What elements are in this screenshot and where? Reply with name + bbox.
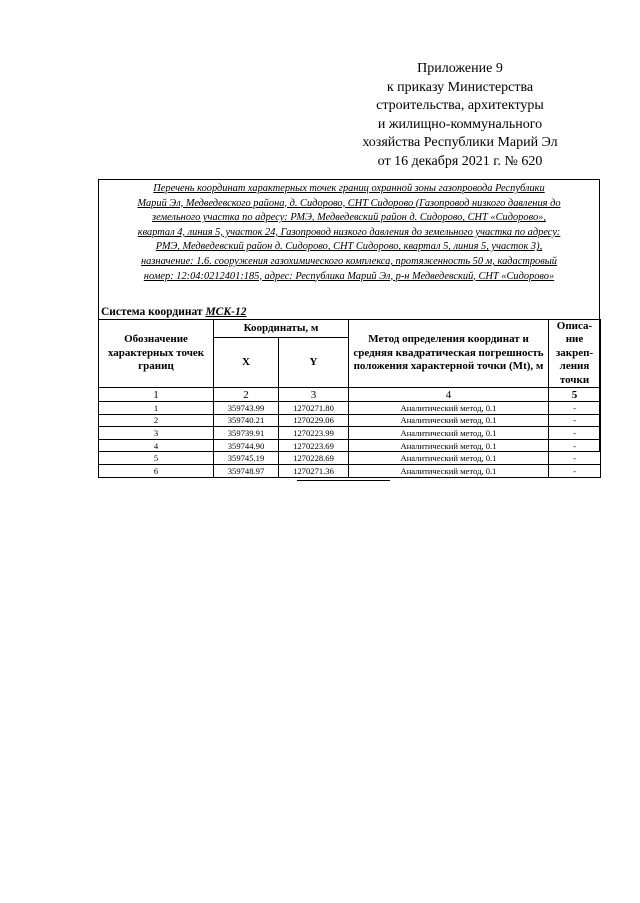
description: - bbox=[549, 414, 601, 427]
coordinate-system-label: Система координат bbox=[101, 306, 206, 318]
title-line: Марий Эл, Медведевского района, д. Сидорово, СНТ Сидорово (Газопровод низкого давления до bbox=[137, 197, 561, 209]
coord-x: 359740.21 bbox=[214, 414, 279, 427]
table-row bbox=[99, 427, 601, 440]
table-row bbox=[99, 402, 601, 415]
table-row bbox=[99, 439, 601, 452]
point-number: 3 bbox=[99, 427, 214, 440]
description: - bbox=[549, 465, 601, 478]
title-line: квартал 4, линия 5, участок 24, Газопровод низкого давления до земельного участка по адресу: bbox=[137, 226, 561, 238]
table-row bbox=[99, 465, 601, 478]
point-number: 4 bbox=[99, 439, 214, 452]
column-number-row bbox=[99, 388, 601, 402]
col-point-header: Обозначение характерных точек границ bbox=[99, 320, 214, 388]
method: Аналитический метод, 0.1 bbox=[349, 452, 549, 465]
col-desc-header: Описа-ние закреп-ления точки bbox=[549, 320, 601, 388]
coord-y: 1270228.69 bbox=[279, 452, 349, 465]
title-line: назначение: 1.6. сооружения газохимического комплекса, протяженность 50 м, кадастровый bbox=[141, 255, 557, 267]
coord-x: 359743.99 bbox=[214, 402, 279, 415]
column-number: 4 bbox=[349, 388, 549, 402]
appendix-line: от 16 декабря 2021 г. № 620 bbox=[377, 153, 543, 169]
coordinates-table bbox=[98, 319, 601, 478]
title-line: земельного участка по адресу: РМЭ, Медведевский район д. Сидорово, СНТ «Сидорово», bbox=[152, 212, 546, 224]
coordinate-system-value: МСК-12 bbox=[205, 306, 247, 318]
col-method-header: Метод определения координат и средняя квадратическая погрешность положения характерной точки (Mt), м bbox=[349, 320, 549, 388]
title-line: Перечень координат характерных точек границ охранной зоны газопровода Республики bbox=[153, 183, 545, 194]
coordinate-system bbox=[101, 306, 246, 318]
column-number: 2 bbox=[214, 388, 279, 402]
coord-y: 1270271.36 bbox=[279, 465, 349, 478]
table-row bbox=[99, 414, 601, 427]
document-title bbox=[99, 182, 599, 284]
table-row bbox=[99, 452, 601, 465]
method: Аналитический метод, 0.1 bbox=[349, 402, 549, 415]
column-number: 1 bbox=[99, 388, 214, 402]
coord-x: 359739.91 bbox=[214, 427, 279, 440]
point-number: 5 bbox=[99, 452, 214, 465]
col-x-header: X bbox=[214, 338, 279, 388]
table-header-row bbox=[99, 320, 601, 338]
column-number: 5 bbox=[549, 388, 601, 402]
appendix-line: Приложение 9 bbox=[417, 61, 503, 76]
title-line: РМЭ, Медведевский район д. Сидорово, СНТ Сидорово, квартал 5, линия 5, участок 3), bbox=[155, 241, 543, 253]
col-coords-header: Координаты, м bbox=[214, 320, 349, 338]
method: Аналитический метод, 0.1 bbox=[349, 439, 549, 452]
method: Аналитический метод, 0.1 bbox=[349, 414, 549, 427]
appendix-header bbox=[360, 60, 560, 172]
appendix-line: и жилищно-коммунального bbox=[377, 116, 543, 132]
title-line: номер: 12:04:0212401:185, адрес: Республика Марий Эл, р-н Медведевский, СНТ «Сидорово» bbox=[143, 270, 555, 282]
appendix-line: хозяйства Республики Марий Эл bbox=[362, 135, 558, 151]
description: - bbox=[549, 402, 601, 415]
col-y-header: Y bbox=[279, 338, 349, 388]
method: Аналитический метод, 0.1 bbox=[349, 465, 549, 478]
coordinates-frame bbox=[98, 179, 600, 476]
coord-x: 359745.19 bbox=[214, 452, 279, 465]
description: - bbox=[549, 439, 601, 452]
description: - bbox=[549, 427, 601, 440]
end-divider bbox=[297, 480, 390, 481]
coord-y: 1270271.80 bbox=[279, 402, 349, 415]
coord-y: 1270229.06 bbox=[279, 414, 349, 427]
point-number: 2 bbox=[99, 414, 214, 427]
column-number: 3 bbox=[279, 388, 349, 402]
appendix-line: к приказу Министерства bbox=[386, 79, 534, 95]
coord-x: 359748.97 bbox=[214, 465, 279, 478]
coord-x: 359744.90 bbox=[214, 439, 279, 452]
appendix-line: строительства, архитектуры bbox=[376, 98, 544, 114]
coord-y: 1270223.69 bbox=[279, 439, 349, 452]
point-number: 1 bbox=[99, 402, 214, 415]
coord-y: 1270223.99 bbox=[279, 427, 349, 440]
point-number: 6 bbox=[99, 465, 214, 478]
method: Аналитический метод, 0.1 bbox=[349, 427, 549, 440]
description: - bbox=[549, 452, 601, 465]
